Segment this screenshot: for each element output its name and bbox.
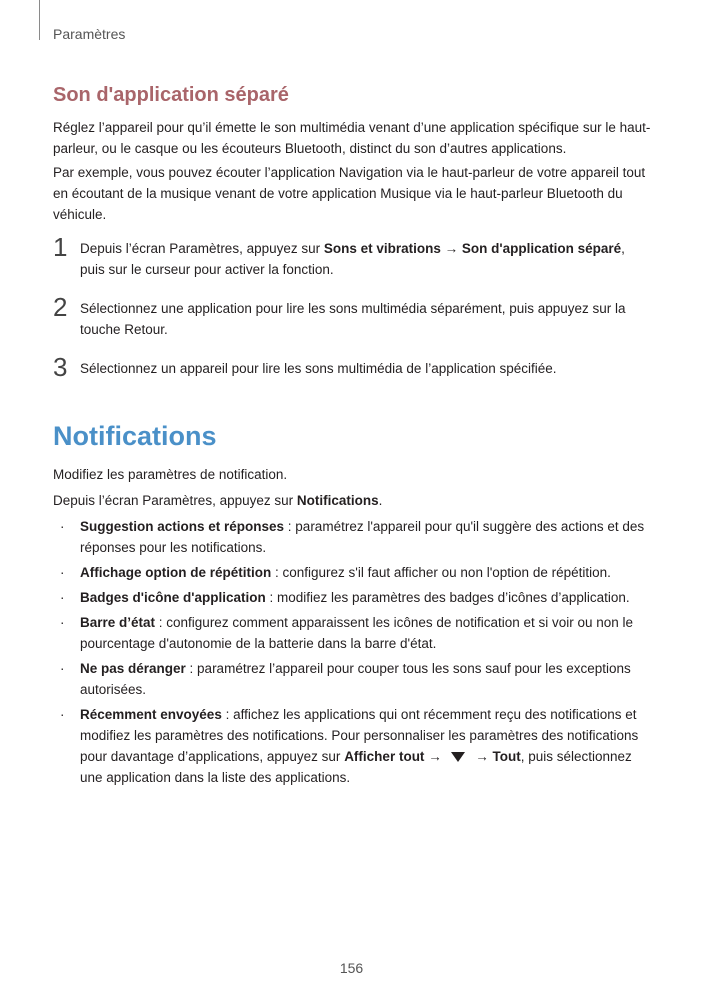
paragraph: Modifiez les paramètres de notification. (53, 467, 288, 482)
paragraph: Réglez l’appareil pour qu’il émette le son multimédia venant d’une application spécifique sur le haut-parleur, ou le casque ou les écouteurs Bluetooth, distinct du son d’autres applications. (53, 120, 651, 156)
step-number: 3 (53, 352, 68, 382)
list-item: · Barre d’état : configurez comment apparaissent les icônes de notification et si voir ou non le pourcentage d'autonomie de la batterie dans la barre d'état. (60, 615, 634, 651)
list-item: · Récemment envoyées : affichez les applications qui ont récemment reçu des notifications et modifiez les paramètres des notifications. Pour personnaliser les paramètres des notifications pour davantage d’applications, appuyez sur Afficher tout → → Tout, puis sélectionnez une application dans la liste des applications. (60, 707, 639, 785)
paragraph: Depuis l’écran Paramètres, appuyez sur Notifications. (53, 493, 383, 508)
step-number: 1 (53, 232, 68, 262)
list-item: · Affichage option de répétition : configurez s'il faut afficher ou non l'option de répétition. (60, 565, 611, 580)
step-text: Depuis l’écran Paramètres, appuyez sur Sons et vibrations → Son d'application séparé, puis sur le curseur pour activer la fonction. (80, 241, 625, 277)
step-text: Sélectionnez une application pour lire les sons multimédia séparément, puis appuyez sur la touche Retour. (80, 301, 626, 337)
step-text: Sélectionnez un appareil pour lire les sons multimédia de l’application spécifiée. (80, 361, 557, 376)
page-number: 156 (339, 960, 364, 976)
section-title-son-application: Son d'application séparé (53, 84, 289, 106)
header-title: Paramètres (53, 26, 126, 42)
dropdown-triangle-icon (451, 752, 465, 762)
paragraph: Par exemple, vous pouvez écouter l’application Navigation via le haut-parleur de votre appareil tout en écoutant de la musique venant de votre application Musique via le haut-parleur Bluetooth du véhicule. (53, 165, 646, 222)
step-number: 2 (53, 292, 68, 322)
list-item: · Suggestion actions et réponses : paramétrez l'appareil pour qu'il suggère des actions et des réponses pour les notifications. (60, 519, 645, 555)
section-title-notifications: Notifications (53, 421, 217, 451)
notification-options-list (60, 516, 652, 792)
list-item: · Ne pas déranger : paramétrez l’appareil pour couper tous les sons sauf pour les exceptions autorisées. (60, 661, 631, 697)
header-divider (39, 0, 40, 40)
list-item: · Badges d'icône d'application : modifiez les paramètres des badges d’icônes d’application. (60, 590, 630, 605)
